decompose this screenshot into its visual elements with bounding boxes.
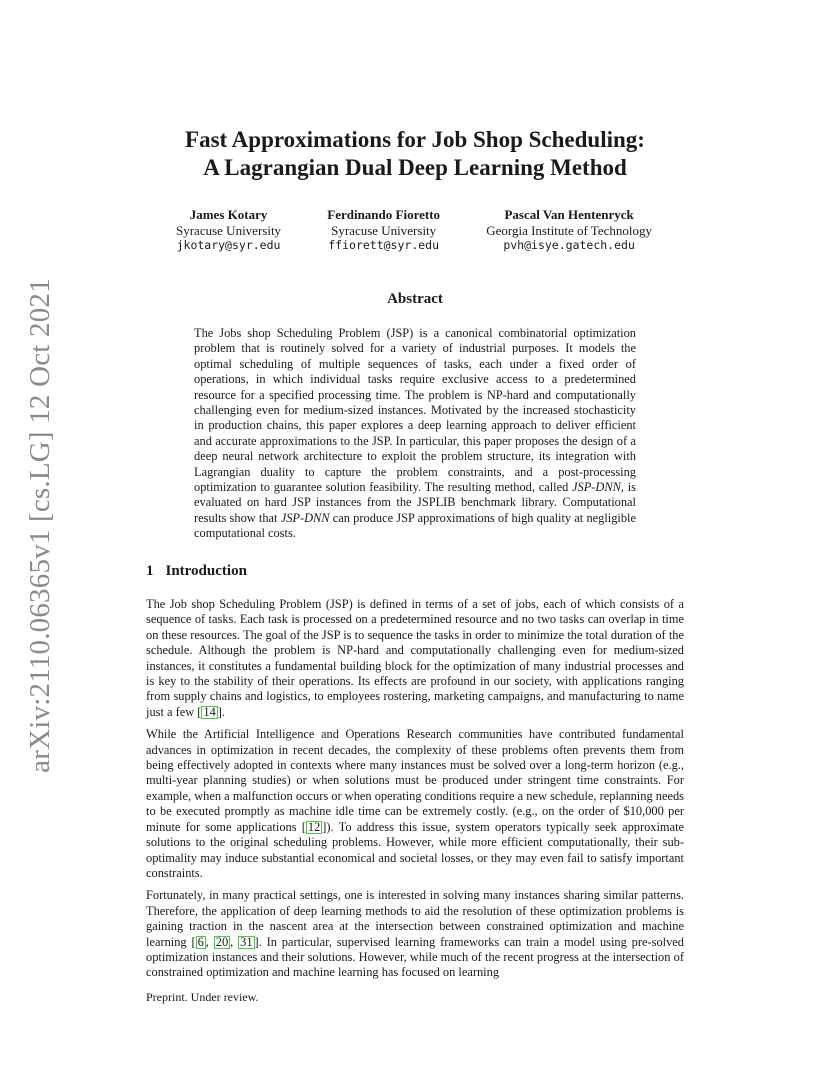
arxiv-identifier: arXiv:2110.06365v1 [cs.LG] 12 Oct 2021 bbox=[23, 277, 56, 773]
author-3 bbox=[486, 207, 652, 254]
abstract-text-2: , is evaluated on hard JSP instances from the JSPLIB benchmark library. Computational results show that bbox=[194, 480, 636, 525]
citation-link[interactable]: 31 bbox=[240, 934, 253, 949]
citation-link[interactable]: 12 bbox=[307, 819, 321, 834]
citation-link[interactable]: 6 bbox=[197, 934, 204, 949]
paragraph-text: The Job shop Scheduling Problem (JSP) is defined in terms of a set of jobs, each of which consists of a sequence of tasks. Each task is processed on a predetermined resource and no two tasks can overlap in time on these resources. The goal of the JSP is to sequence the tasks in order to minimize the total duration of the schedule. Although the problem is NP-hard and computationally challenging even for medium-sized instances, it constitutes a fundamental building block for the optimization of many industrial processes and is key to the stability of their operations. Its effects are profound in our society, with applications ranging from supply chains and logistics, to employees rostering, marketing campaigns, and manufacturing to name just a few [ bbox=[146, 597, 684, 719]
paragraph: Fortunately, in many practical settings, one is interested in solving many instances sharing similar patterns. Therefore, the application of deep learning methods to aid the resolution of these optimization problems is gaining traction in the nascent area at the intersection between constrained optimization and machine learning [ 6 , 20 , 31 ]. In particular, supervised learning frameworks can train a model using pre-solved optimization instances and their solutions. However, while much of the recent progress at the intersection of constrained optimization and machine learning has focused on learning bbox=[146, 888, 684, 980]
paper-title bbox=[146, 126, 684, 182]
title-line-1: Fast Approximations for Job Shop Scheduling: bbox=[185, 127, 645, 152]
author-email[interactable]: jkotary@syr.edu bbox=[176, 238, 281, 252]
paragraph-text: Fortunately, in many practical settings, one is interested in solving many instances sharing similar patterns. Therefore, the application of deep learning methods to aid the resolution of these optimization problems is gaining traction in the nascent area at the intersection between constrained optimization and machine learning [ bbox=[146, 888, 684, 949]
abstract-body bbox=[194, 326, 636, 542]
paragraph-text: ]. In particular, supervised learning frameworks can train a model using pre-solved optimization instances and their solutions. However, while much of the recent progress at the intersection of constrained optimization and machine learning has focused on learning bbox=[146, 934, 684, 980]
author-name: James Kotary bbox=[189, 207, 268, 222]
author-2 bbox=[327, 207, 440, 254]
abstract-text-1: The Jobs shop Scheduling Problem (JSP) is a canonical combinatorial optimization problem that is routinely solved for a variety of industrial purposes. It models the optimal scheduling of multiple sequences of tasks, each under a fixed order of operations, in which individual tasks require exclusive access to a predetermined resource for a specified processing time. The problem is NP-hard and computationally challenging even for medium-sized instances. Motivated by the increased stochasticity in production chains, this paper explores a deep learning approach to deliver efficient and accurate approximations to the JSP. In particular, this paper proposes the design of a deep neural network architecture to exploit the problem structure, its integration with Lagrangian duality to capture the problem constraints, and a post-processing optimization to guarantee solution feasibility. The resulting method, called bbox=[194, 326, 636, 495]
paragraph-text: ]). To address this issue, system operators typically seek approximate solutions to the original scheduling problems. However, while more efficient computationally, their sub-optimality may induce substantial economical and societal losses, or they may even fail to satisfy important constraints. bbox=[146, 819, 685, 880]
introduction-body bbox=[146, 597, 684, 988]
author-affiliation: Syracuse University bbox=[331, 222, 437, 238]
section-number: 1 bbox=[146, 563, 154, 579]
author-affiliation: Syracuse University bbox=[176, 222, 282, 238]
citation-link[interactable]: 14 bbox=[203, 704, 216, 719]
paragraph-text: While the Artificial Intelligence and Operations Research communities have contributed fundamental advances in optimization in recent decades, the complexity of these problems often prevents them from being effectively adopted in contexts where many instances must be solved over a long-term horizon (e.g., multi-year planning studies) or when solutions must be produced under stringent time constraints. For example, when a malfunction occurs or when operating conditions require a new schedule, replanning needs to be executed promptly as machine idle time can be extremely costly. (e.g., on the order of $10,000 per minute for some applications [ bbox=[146, 727, 684, 834]
author-email[interactable]: ffiorett@syr.edu bbox=[328, 238, 440, 252]
method-name: JSP-DNN bbox=[572, 480, 621, 495]
footer-note: Preprint. Under review. bbox=[146, 990, 259, 1004]
method-name: JSP-DNN bbox=[280, 510, 330, 525]
abstract-text-3: can produce JSP approximations of high quality at negligible computational costs. bbox=[194, 510, 636, 541]
author-affiliation: Georgia Institute of Technology bbox=[486, 222, 652, 238]
paragraph bbox=[146, 727, 684, 881]
author-email[interactable]: pvh@isye.gatech.edu bbox=[503, 238, 635, 252]
abstract-heading: Abstract bbox=[387, 291, 443, 307]
paragraph-text: ]. bbox=[217, 704, 226, 719]
citation-link[interactable]: 20 bbox=[215, 934, 229, 949]
author-name: Ferdinando Fioretto bbox=[327, 207, 441, 222]
section-title: Introduction bbox=[165, 563, 247, 579]
arxiv-sidebar bbox=[20, 277, 60, 773]
author-name: Pascal Van Hentenryck bbox=[504, 207, 634, 222]
section-heading-introduction bbox=[146, 563, 247, 580]
author-1 bbox=[176, 207, 281, 254]
author-block bbox=[146, 207, 684, 254]
title-line-2: A Lagrangian Dual Deep Learning Method bbox=[203, 155, 627, 180]
paragraph bbox=[146, 597, 684, 720]
